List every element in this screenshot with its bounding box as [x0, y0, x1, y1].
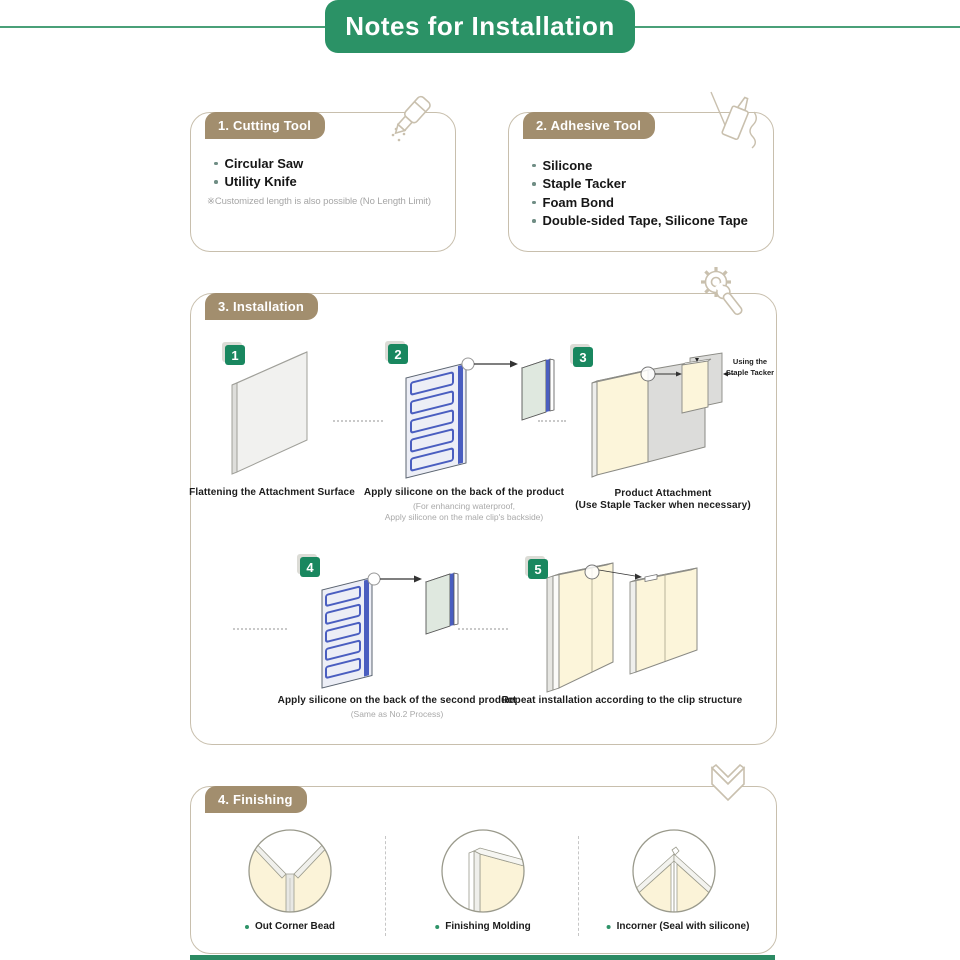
- step5-caption: Repeat installation according to the clip structure: [501, 695, 743, 706]
- step4-subcaption: (Same as No.2 Process): [350, 709, 444, 719]
- step-number-badge: 2: [388, 344, 408, 364]
- step2-subcaption: (For enhancing waterproof,: [412, 501, 516, 511]
- list-item: Silicone: [532, 156, 748, 175]
- bullet-dot-icon: [532, 201, 536, 205]
- step1-caption: Flattening the Attachment Surface: [189, 487, 355, 498]
- step-number-badge: 3: [573, 347, 593, 367]
- step2-subcaption: Apply silicone on the male clip's backside): [384, 512, 544, 522]
- list-item: Utility Knife: [214, 173, 303, 192]
- length-limit-note: ※Customized length is also possible (No Length Limit): [207, 196, 431, 207]
- step2-caption: Apply silicone on the back of the product: [363, 487, 565, 498]
- finishing-label: 4. Finishing: [205, 786, 307, 813]
- cutting-tool-label: 1. Cutting Tool: [205, 112, 325, 139]
- adhesive-tool-label: 2. Adhesive Tool: [523, 112, 655, 139]
- bullet-dot-icon: [532, 182, 536, 186]
- step-number-badge: 4: [300, 557, 320, 577]
- step1-panel-illustration: [228, 350, 338, 478]
- bullet-dot-icon: [214, 162, 218, 166]
- step3-attachment-illustration: [583, 350, 741, 485]
- finishing-caption: Finishing Molding: [435, 921, 531, 932]
- step2-silicone-illustration: [392, 348, 564, 488]
- list-item: Circular Saw: [214, 154, 303, 173]
- staple-tacker-annotation: Using the Staple Tacker: [725, 357, 775, 377]
- incorner-diagram: [631, 828, 717, 914]
- bullet-dot-icon: [532, 219, 536, 223]
- utility-knife-icon: [383, 92, 439, 148]
- corner-molding-icon: [704, 758, 752, 810]
- dotted-separator: [233, 628, 287, 630]
- bullet-dot-icon: [607, 925, 611, 929]
- step4-silicone-illustration: [308, 562, 478, 702]
- dotted-separator: [458, 628, 508, 630]
- list-item: Staple Tacker: [532, 175, 748, 194]
- installation-label: 3. Installation: [205, 293, 318, 320]
- silicone-tube-icon: [698, 86, 764, 152]
- bullet-dot-icon: [532, 164, 536, 168]
- bullet-dot-icon: [214, 180, 218, 184]
- dotted-separator: [333, 420, 383, 422]
- finishing-molding-diagram: [440, 828, 526, 914]
- bullet-dot-icon: [245, 925, 249, 929]
- step-number-badge: 1: [225, 345, 245, 365]
- list-item: Foam Bond: [532, 193, 748, 212]
- adhesive-tool-list: [532, 156, 748, 230]
- gear-wrench-icon: [692, 262, 752, 322]
- step4-caption: Apply silicone on the back of the second product: [277, 695, 517, 706]
- dotted-separator: [538, 420, 566, 422]
- page-title: Notes for Installation: [345, 11, 615, 41]
- vertical-dashed-separator: [385, 836, 386, 936]
- out-corner-bead-diagram: [247, 828, 333, 914]
- finishing-caption: Out Corner Bead: [245, 921, 335, 932]
- step-number-badge: 5: [528, 559, 548, 579]
- vertical-dashed-separator: [578, 836, 579, 936]
- step5-repeat-illustration: [545, 560, 745, 695]
- bullet-dot-icon: [435, 925, 439, 929]
- bottom-accent-bar: [190, 955, 775, 960]
- page-title-banner: [325, 0, 635, 53]
- finishing-caption: Incorner (Seal with silicone): [607, 921, 750, 932]
- cutting-tool-list: [214, 154, 303, 191]
- step3-caption: Product Attachment: [614, 488, 712, 499]
- step3-caption-line2: (Use Staple Tacker when necessary): [575, 500, 751, 511]
- list-item: Double-sided Tape, Silicone Tape: [532, 212, 748, 231]
